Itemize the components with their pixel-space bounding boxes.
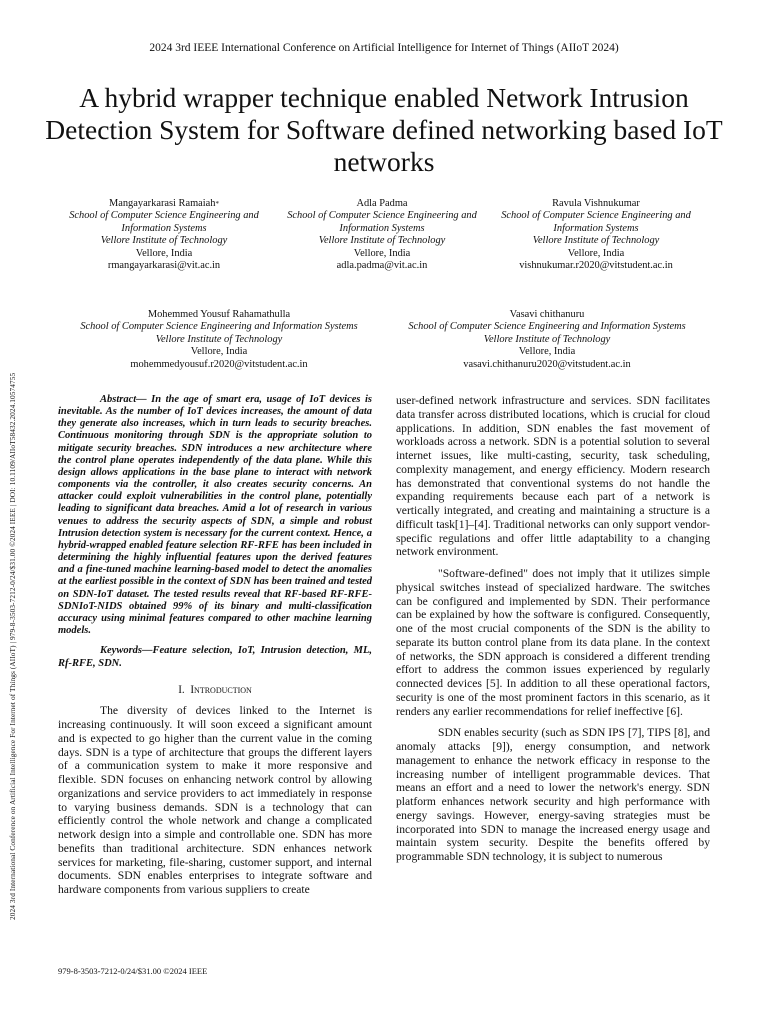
body-paragraph: The diversity of devices linked to the Internet is increasing continuously. It will soon exceed a significant amount and is expected to go higher than the current value in the coming days. SDN is a type of architecture that groups the different layers of a communication system to make it more responsive and flexible. SDN focuses on enhancing network control by allowing organizations and service providers to act immediately in response to varying business demands. SDN is a technology that can efficiently control the whole network and change a complicated network design into a simple and controllable one. SDN has more benefits than traditional architecture. SDN enhances network services for marketing, file-sharing, customer support, and internal documents. SDN enables enterprises to integrate software and hardware components from various suppliers to create [58, 704, 372, 897]
paper-title: A hybrid wrapper technique enabled Network Intrusion Detection System for Software defined networking based IoT networks [45, 82, 723, 177]
author-location: Vellore, India [567, 247, 625, 259]
author-block [280, 198, 484, 272]
author-affiliation: School of Computer Science Engineering and Information Systems [501, 210, 691, 234]
author-location: Vellore, India [135, 247, 193, 259]
author-name: Ravula Vishnukumar [552, 198, 640, 209]
abstract: Abstract— In the age of smart era, usage of IoT devices is inevitable. As the number of IoT devices increases, the amount of data they generate also increases, which in turn leads to security breaches. Continuous monitoring through SDN is the appropriate solution to mitigate security breaches. SDN introduces a new architecture where the control plane operates independently of the data plane. While this design allows applications in the base plane to interact with network components via the controller, it also creates security concerns. An attacker could exploit vulnerabilities in the control plane, potentially leading to significant data breaches. Amid a lot of research in various venues to address the security aspects of SDN, a simple and robust Intrusion detection system is necessary for the current context. Hence, a hybrid-wrapped enabled feature selection RF-RFE has been included in determining the highly influential features upon the derived features and a fine-tuned machine learning-based model to detect the anomalies at the earliest possible in the context of SDN has been trained and tested on SDN-IoT dataset. The tested results reveal that RF-based RF-RFE-SDNIoT-NIDS obtained 99% of its binary and multi-classification accuracy using minimal features compared to other machine learning models. [58, 394, 372, 636]
author-name: Mangayarkarasi Ramaiah* [109, 198, 219, 209]
author-institute: Vellore Institute of Technology [483, 333, 611, 345]
author-block [386, 309, 708, 371]
body-paragraph: "Software-defined" does not imply that it utilizes simple physical switches instead of specialized hardware. The switches can be configured and implemented by SDN. Their performance can be explained by how the software is configured. Consequently, one of the most crucial components of the SDN is the ability to separate its button control plane from its data plane. In the context of networks, the SDN approach is considered a different trending effort to address the common issues experienced by regularly connected devices [5]. In addition to all these operational factors, security is one of the most prominent factors in this scenario, as it renders any earlier recommendations for relief ineffective [6]. [396, 567, 710, 718]
author-institute: Vellore Institute of Technology [532, 235, 660, 247]
section-heading-introduction: I. Introduction [178, 683, 252, 696]
author-name: Adla Padma [356, 198, 408, 209]
side-citation-strip [8, 160, 22, 920]
author-email[interactable]: rmangayarkarasi@vit.ac.in [107, 260, 221, 272]
side-citation-text: 2024 3rd International Conference on Artificial Intelligence For Internet of Things (AIIoT) | 979-8-3503-7212-0/24/$31.00 ©2024 IEEE | DOI: 10.1109/AIIoT58432.2024.10574755 [8, 372, 17, 920]
footer-copyright: 979-8-3503-7212-0/24/$31.00 ©2024 IEEE [58, 966, 208, 976]
author-block [494, 198, 698, 272]
body-paragraph: SDN enables security (such as SDN IPS [7], TIPS [8], and anomaly attacks [9]), energy consumption, and network management to enhance the network efficacy in response to the increasing number of intelligent programmable devices. That means an effort and a need to lower the network's energy. SDN platform enhances network security and high performance with energy savings. However, energy-saving strategies must be incorporated into SDN to manage the increased energy usage and maintain system security. Despite the benefits offered by programmable SDN technology, it is subject to numerous [396, 726, 710, 863]
conference-header: 2024 3rd IEEE International Conference on Artificial Intelligence for Internet of Things (AIIoT 2024) [149, 42, 619, 54]
body-paragraph: user-defined network infrastructure and services. SDN facilitates data transfer across distributed locations, which is crucial for cloud applications. In addition, SDN enables the fast movement of workloads across a network. SDN is a potential solution to several internet issues, like multi-casting, security, task scheduling, complexity management, and energy efficiency. Modern research has demonstrated that conventional systems do not handle the expanding requirements because each part of a network is vertically integrated, and creating and maintaining a structure is a difficult task[1]–[4]. Traditional networks can only support vendor-specific regulations and offer little adaptability to a changing network environment. [396, 394, 710, 559]
author-email[interactable]: adla.padma@vit.ac.in [336, 260, 428, 272]
author-location: Vellore, India [518, 346, 576, 358]
author-block [56, 309, 382, 371]
author-affiliation: School of Computer Science Engineering and Information Systems [408, 321, 686, 333]
keywords: Keywords—Feature selection, IoT, Intrusion detection, ML, Rf-RFE, SDN. [58, 645, 372, 669]
author-location: Vellore, India [353, 247, 411, 259]
right-column [396, 394, 710, 864]
author-institute: Vellore Institute of Technology [318, 235, 446, 247]
author-name: Mohemmed Yousuf Rahamathulla [147, 309, 291, 320]
author-institute: Vellore Institute of Technology [155, 333, 283, 345]
author-name: Vasavi chithanuru [509, 309, 585, 320]
author-affiliation: School of Computer Science Engineering and Information Systems [69, 210, 259, 234]
author-institute: Vellore Institute of Technology [100, 235, 228, 247]
author-affiliation: School of Computer Science Engineering and Information Systems [287, 210, 477, 234]
author-email[interactable]: vasavi.chithanuru2020@vitstudent.ac.in [463, 358, 631, 370]
left-column [58, 394, 372, 897]
author-block [62, 198, 266, 272]
author-location: Vellore, India [190, 346, 248, 358]
author-email[interactable]: mohemmedyousuf.r2020@vitstudent.ac.in [130, 358, 308, 370]
author-email[interactable]: vishnukumar.r2020@vitstudent.ac.in [519, 260, 673, 272]
author-affiliation: School of Computer Science Engineering and Information Systems [80, 321, 358, 333]
